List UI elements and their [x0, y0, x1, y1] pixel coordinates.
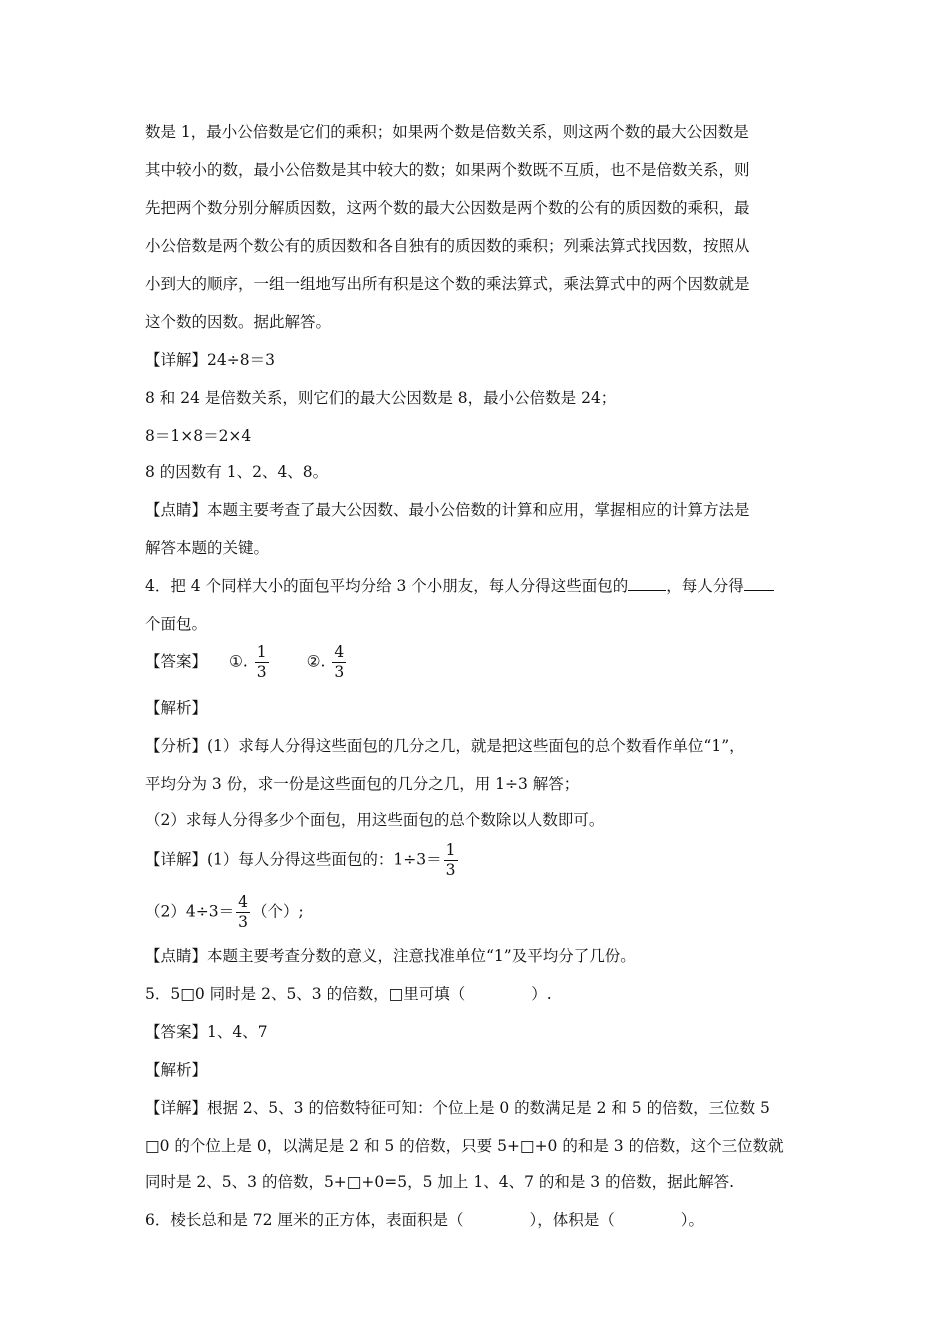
- answer-marker-1: ①.: [229, 652, 248, 671]
- fraction: [332, 643, 346, 682]
- comment-line: 【点睛】本题主要考查分数的意义，注意找准单位“1”及平均分了几份。: [145, 947, 636, 965]
- fraction: [236, 893, 250, 932]
- question-6: [145, 1210, 704, 1230]
- fraction: [255, 643, 269, 682]
- fraction-denominator: 3: [256, 663, 267, 681]
- text-line: 小公倍数是两个数公有的质因数和各自独有的质因数的乘积；列乘法算式找因数，按照从: [145, 237, 750, 255]
- question-6-text-c: ）。: [680, 1211, 704, 1229]
- detail-text: 【详解】(1）每人分得这些面包的：1÷3＝: [145, 850, 442, 869]
- question-4-text-a: 4．把 4 个同样大小的面包平均分给 3 个小朋友，每人分得这些面包的: [145, 577, 629, 595]
- text-line: 8＝1×8＝2×4: [145, 427, 252, 445]
- question-4: [145, 576, 774, 596]
- fraction-numerator: 4: [334, 643, 345, 661]
- text-line: 先把两个数分别分解质因数，这两个数的最大公因数是两个数的公有的质因数的乘积，最: [145, 199, 750, 217]
- comment-line: 【点睛】本题主要考查了最大公因数、最小公倍数的计算和应用，掌握相应的计算方法是: [145, 501, 750, 519]
- answer-label: 【答案】: [145, 652, 208, 671]
- fraction-denominator: 3: [445, 861, 456, 879]
- text-line: 小到大的顺序，一组一组地写出所有积是这个数的乘法算式，乘法算式中的两个因数就是: [145, 275, 750, 293]
- detail-text: （个）;: [251, 902, 304, 921]
- text-line: 8 的因数有 1、2、4、8。: [145, 463, 329, 481]
- question-5: [145, 984, 552, 1004]
- answer-blank: [628, 576, 666, 591]
- text-line: 数是 1，最小公倍数是它们的乘积；如果两个数是倍数关系，则这两个数的最大公因数是: [145, 123, 749, 141]
- detail-line: 【详解】24÷8＝3: [145, 351, 275, 369]
- detail-line: 【详解】根据 2、5、3 的倍数特征可知：个位上是 0 的数满足是 2 和 5 的倍数，三位数 5: [145, 1099, 770, 1117]
- analysis-heading: 【解析】: [145, 1061, 208, 1079]
- question-6-text-b: ），体积是（: [529, 1211, 615, 1229]
- answer-line-5: 【答案】1、4、7: [145, 1023, 268, 1041]
- fraction-numerator: 4: [238, 893, 248, 911]
- question-5-text-b: ）.: [531, 985, 552, 1003]
- text-line: 这个数的因数。据此解答。: [145, 313, 332, 331]
- question-4-continuation: 个面包。: [145, 615, 208, 633]
- answer-line-4: [145, 643, 348, 682]
- text-line: 其中较小的数，最小公倍数是其中较大的数；如果两个数既不互质，也不是倍数关系，则: [145, 161, 750, 179]
- answer-blank: [744, 576, 774, 591]
- fraction-denominator: 3: [238, 913, 248, 931]
- detail-line-2: [145, 893, 304, 932]
- analysis-line: （2）求每人分得多少个面包，用这些面包的总个数除以人数即可。: [145, 811, 605, 829]
- detail-line-1: [145, 841, 460, 880]
- answer-marker-2: ②.: [306, 652, 326, 671]
- detail-line: □0 的个位上是 0，以满足是 2 和 5 的倍数，只要 5+□+0 的和是 3 的倍数，这个三位数就: [145, 1137, 784, 1155]
- detail-text: （2）4÷3＝: [145, 902, 235, 921]
- fraction-numerator: 1: [256, 643, 267, 661]
- question-5-text-a: 5．5□0 同时是 2、5、3 的倍数，□里可填（: [145, 985, 466, 1003]
- analysis-heading: 【解析】: [145, 699, 208, 717]
- question-4-text-b: ，每人分得: [666, 577, 744, 595]
- question-6-text-a: 6．棱长总和是 72 厘米的正方体，表面积是（: [145, 1211, 464, 1229]
- analysis-line: 平均分为 3 份，求一份是这些面包的几分之几，用 1÷3 解答；: [145, 775, 580, 793]
- fraction-numerator: 1: [445, 841, 456, 859]
- analysis-line: 【分析】(1）求每人分得这些面包的几分之几，就是把这些面包的总个数看作单位“1”，: [145, 737, 745, 755]
- detail-line: 同时是 2、5、3 的倍数，5+□+0=5，5 加上 1、4、7 的和是 3 的倍数，据此解答.: [145, 1173, 735, 1191]
- text-line: 解答本题的关键。: [145, 539, 270, 557]
- fraction: [444, 841, 458, 880]
- fraction-denominator: 3: [334, 663, 345, 681]
- text-line: 8 和 24 是倍数关系，则它们的最大公因数是 8，最小公倍数是 24；: [145, 389, 617, 407]
